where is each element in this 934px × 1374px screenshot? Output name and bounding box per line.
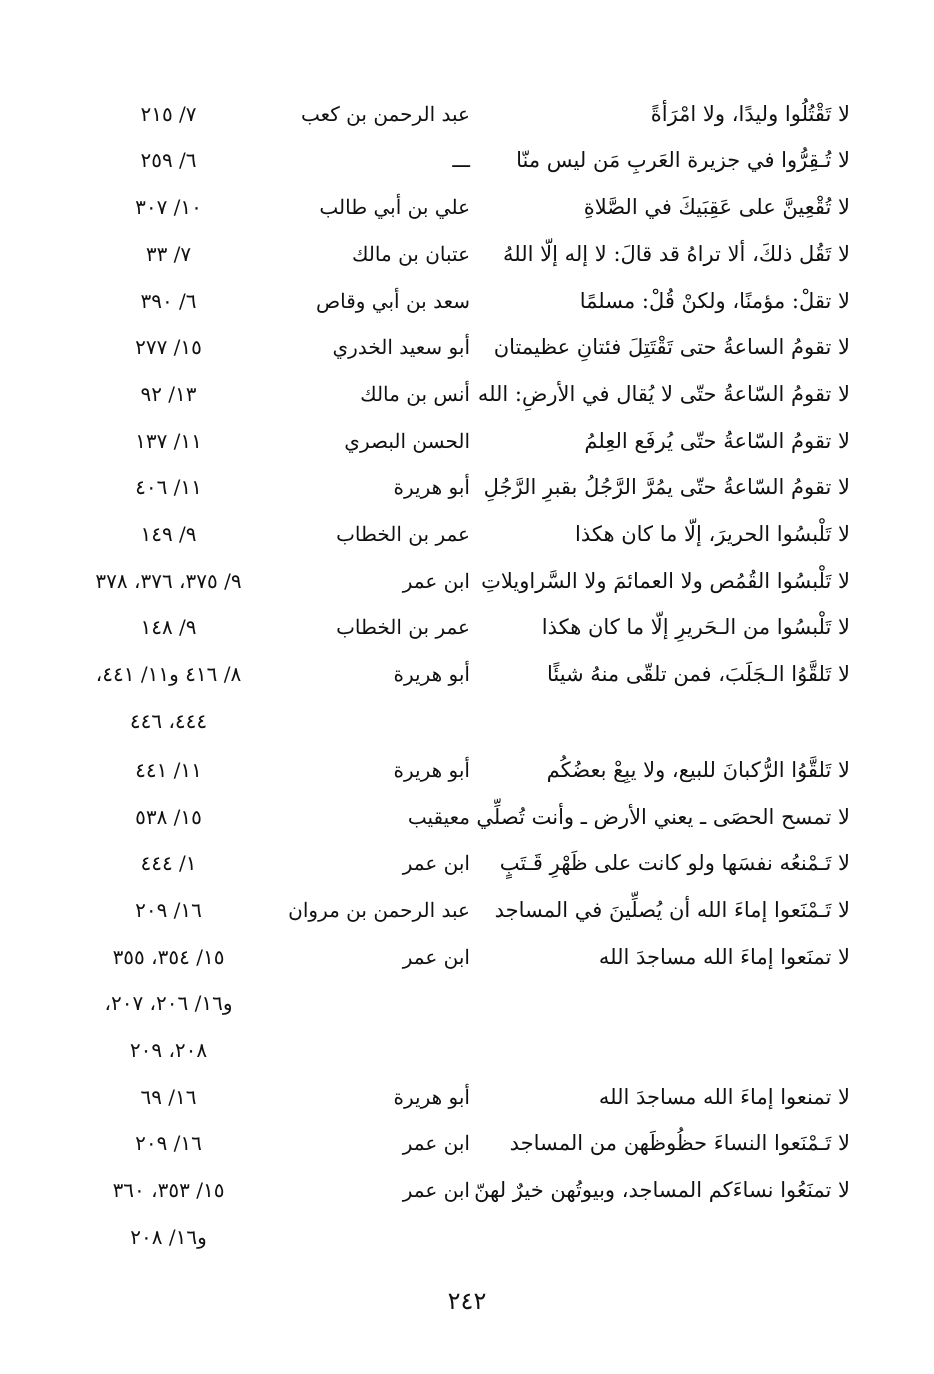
narrator-name: ابن عمر (402, 1178, 470, 1202)
index-row (0, 232, 934, 276)
hadith-text: لا تمنعوا إماءَ الله مساجدَ الله (598, 1085, 850, 1109)
narrator-name: عمر بن الخطاب (336, 615, 470, 639)
volume-page-ref: ١٥/ ٣٥٣، ٣٦٠ (112, 1178, 225, 1202)
page-number: ٢٤٢ (447, 1287, 487, 1315)
volume-page-ref: ٩/ ١٤٩ (140, 522, 197, 546)
volume-page-ref: ٩/ ٣٧٥، ٣٧٦، ٣٧٨ (95, 569, 242, 593)
narrator-name: أبو سعيد الخدري (332, 335, 470, 359)
volume-page-ref: ١/ ٤٤٤ (140, 851, 197, 875)
narrator-name: عبد الرحمن بن كعب (301, 102, 470, 126)
narrator-name: سعد بن أبي وقاص (315, 289, 470, 313)
hadith-text: لا تَـمْنَعوا إماءَ الله أن يُصلِّينَ في المساجد (494, 898, 850, 922)
hadith-text: لا تقلْ: مؤمنًا، ولكنْ قُلْ: مسلمًا (579, 289, 850, 313)
narrator-name: أنس بن مالك (360, 382, 470, 406)
hadith-text: لا تَـمْنَعوا النساءَ حظُوظَهن من المساجد (509, 1131, 850, 1155)
index-row (0, 279, 934, 323)
index-row (0, 185, 934, 229)
volume-page-ref: ١٦/ ٢٠٩ (135, 1131, 202, 1155)
narrator-name: معيقيب (407, 805, 470, 829)
index-row (0, 1121, 934, 1165)
index-row (0, 605, 934, 649)
index-row (0, 138, 934, 182)
index-row-continuation (0, 699, 934, 743)
index-row (0, 935, 934, 979)
volume-page-ref: ١١/ ٤٤١ (135, 758, 202, 782)
hadith-text: لا تَلقَّوُا الـجَلَبَ، فمن تلقّى منهُ شيئًا (546, 662, 850, 686)
volume-page-ref: ٤٤٤، ٤٤٦ (129, 709, 208, 733)
index-row (0, 1168, 934, 1212)
volume-page-ref: ١٣/ ٩٢ (140, 382, 197, 406)
volume-page-ref: ٧/ ٣٣ (145, 242, 192, 266)
hadith-text: لا تَقُل ذلكَ، ألا تراهُ قد قالَ: لا إله إلّا اللهُ (503, 242, 850, 266)
index-row (0, 888, 934, 932)
index-row (0, 559, 934, 603)
narrator-name: ابن عمر (402, 1131, 470, 1155)
hadith-text: لا تمسح الحصَى ـ يعني الأرض ـ وأنت تُصلِّي (476, 805, 850, 829)
narrator-name: ـــ (452, 148, 470, 172)
volume-page-ref: و١٦/ ٢٠٦، ٢٠٧، (104, 991, 233, 1015)
hadith-text: لا تَلقَّوُا الرُّكبانَ للبيع، ولا يبِعْ بعضُكُم (546, 758, 850, 782)
index-row-continuation (0, 981, 934, 1025)
hadith-text: لا تَلْبسُوا القُمُص ولا العمائمَ ولا السَّراويلاتِ (481, 569, 850, 593)
hadith-text: لا تَـمْنعُه نفسَها ولو كانت على ظَهْرِ قَـتَبٍ (499, 851, 850, 875)
index-row (0, 841, 934, 885)
narrator-name: عبد الرحمن بن مروان (288, 898, 470, 922)
narrator-name: ابن عمر (402, 851, 470, 875)
index-row-continuation (0, 1028, 934, 1072)
index-row (0, 512, 934, 556)
narrator-name: علي بن أبي طالب (319, 195, 470, 219)
volume-page-ref: ١٥/ ٣٥٤، ٣٥٥ (112, 945, 225, 969)
hadith-text: لا تَلْبسُوا الحريرَ، إلّا ما كان هكذا (575, 522, 850, 546)
volume-page-ref: ٩/ ١٤٨ (140, 615, 197, 639)
index-row (0, 652, 934, 696)
hadith-text: لا تُقْعِينَّ على عَقِبَيكَ في الصَّلاةِ (583, 195, 850, 219)
narrator-name: ابن عمر (402, 945, 470, 969)
volume-page-ref: ٦/ ٢٥٩ (140, 148, 197, 172)
hadith-text: لا تمنَعُوا نساءَكم المساجد، وبيوتُهن خيرٌ لهنّ (474, 1178, 850, 1202)
index-row (0, 325, 934, 369)
volume-page-ref: ١٥/ ٥٣٨ (135, 805, 202, 829)
hadith-text: لا تقومُ الساعةُ حتى تَقْتَتِلَ فئتانِ عظيمتان (493, 335, 850, 359)
hadith-text: لا تقومُ السّاعةُ حتّى يُرفَع العِلمُ (584, 429, 850, 453)
narrator-name: عمر بن الخطاب (336, 522, 470, 546)
narrator-name: ابن عمر (402, 569, 470, 593)
index-row (0, 465, 934, 509)
index-row-continuation (0, 1215, 934, 1259)
volume-page-ref: ١٠/ ٣٠٧ (135, 195, 202, 219)
index-row (0, 419, 934, 463)
volume-page-ref: ٧/ ٢١٥ (140, 102, 197, 126)
hadith-text: لا تَقْتُلُوا وليدًا، ولا امْرَأةً (650, 102, 850, 126)
volume-page-ref: ٦/ ٣٩٠ (140, 289, 197, 313)
index-row (0, 748, 934, 792)
index-row (0, 1075, 934, 1119)
volume-page-ref: ١١/ ١٣٧ (135, 429, 202, 453)
volume-page-ref: ١٥/ ٢٧٧ (135, 335, 202, 359)
index-row (0, 92, 934, 136)
index-row (0, 795, 934, 839)
narrator-name: عتبان بن مالك (351, 242, 470, 266)
hadith-text: لا تقومُ السّاعةُ حتّى يمُرَّ الرَّجُلُ بقبرِ الرَّجُلِ (483, 475, 850, 499)
volume-page-ref: ١٦/ ٢٠٩ (135, 898, 202, 922)
index-row (0, 372, 934, 416)
narrator-name: الحسن البصري (344, 429, 470, 453)
narrator-name: أبو هريرة (393, 758, 470, 782)
narrator-name: أبو هريرة (393, 1085, 470, 1109)
narrator-name: أبو هريرة (393, 662, 470, 686)
hadith-text: لا تَلْبسُوا من الـحَريرِ إلّا ما كان هكذا (541, 615, 850, 639)
hadith-text: لا تقومُ السّاعةُ حتّى لا يُقال في الأرضِ: الله (477, 382, 850, 406)
hadith-text: لا تُـقِرُّوا في جزيرة العَربِ مَن ليس منّا (516, 148, 850, 172)
volume-page-ref: ٢٠٨، ٢٠٩ (129, 1038, 208, 1062)
narrator-name: أبو هريرة (393, 475, 470, 499)
volume-page-ref: ١٦/ ٦٩ (140, 1085, 197, 1109)
volume-page-ref: و١٦/ ٢٠٨ (130, 1225, 207, 1249)
volume-page-ref: ٨/ ٤١٦ و١١/ ٤٤١، (95, 662, 242, 686)
hadith-text: لا تمنَعوا إماءَ الله مساجدَ الله (598, 945, 850, 969)
volume-page-ref: ١١/ ٤٠٦ (135, 475, 202, 499)
